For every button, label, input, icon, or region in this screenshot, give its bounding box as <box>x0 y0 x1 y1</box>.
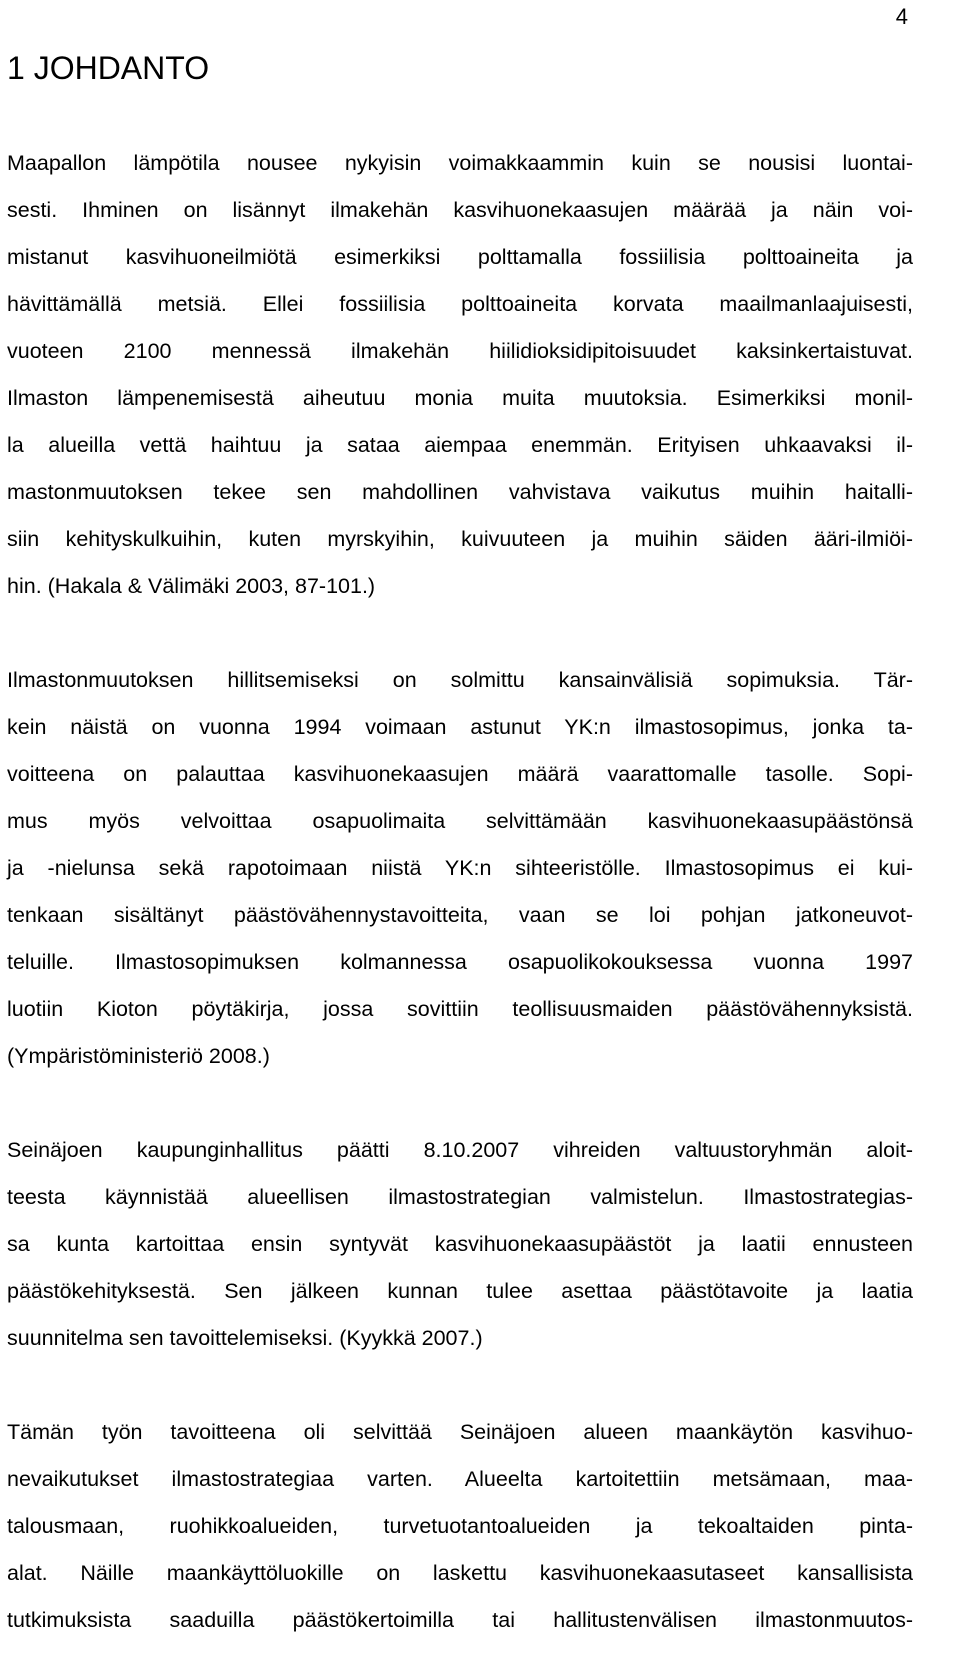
page-number: 4 <box>895 4 908 29</box>
text-line: Seinäjoen kaupunginhallitus päätti 8.10.2007 vihreiden valtuustoryhmän aloit- <box>7 1138 913 1162</box>
text-line: Tämän työn tavoitteena oli selvittää Seinäjoen alueen maankäytön kasvihuo- <box>7 1420 913 1444</box>
text-line: teesta käynnistää alueellisen ilmastostrategian valmistelun. Ilmastostrategias- <box>7 1185 913 1209</box>
text-line: hin. (Hakala & Välimäki 2003, 87-101.) <box>7 574 376 598</box>
text-line: talousmaan, ruohikkoalueiden, turvetuotantoalueiden ja tekoaltaiden pinta- <box>7 1514 913 1538</box>
text-line: tenkaan sisältänyt päästövähennystavoitteita, vaan se loi pohjan jatkoneuvot- <box>7 903 913 927</box>
text-line: sa kunta kartoittaa ensin syntyvät kasvihuonekaasupäästöt ja laatii ennusteen <box>7 1232 913 1256</box>
paragraph-objective <box>7 1409 913 1644</box>
text-line: tutkimuksista saaduilla päästökertoimilla tai hallitustenvälisen ilmastonmuutos- <box>7 1608 913 1632</box>
text-line: luotiin Kioton pöytäkirja, jossa sovittiin teollisuusmaiden päästövähennyksistä. <box>7 997 913 1021</box>
text-line: ja -nielunsa sekä rapotoimaan niistä YK:n sihteeristölle. Ilmastosopimus ei kui- <box>7 856 913 880</box>
text-line: alat. Näille maankäyttöluokille on laskettu kasvihuonekaasutaseet kansallisista <box>7 1561 913 1585</box>
text-line: kein näistä on vuonna 1994 voimaan astunut YK:n ilmastosopimus, jonka ta- <box>7 715 913 739</box>
chapter-title: 1 JOHDANTO <box>7 50 210 86</box>
text-line: hävittämällä metsiä. Ellei fossiilisia polttoaineita korvata maailmanlaajuisesti, <box>7 292 913 316</box>
text-line: siin kehityskulkuihin, kuten myrskyihin, kuivuuteen ja muihin säiden ääri-ilmiöi- <box>7 527 913 551</box>
text-line: suunnitelma sen tavoittelemiseksi. (Kyykkä 2007.) <box>7 1326 483 1350</box>
paragraph-agreements <box>7 657 913 1080</box>
text-line: Maapallon lämpötila nousee nykyisin voimakkaammin kuin se nousisi luontai- <box>7 151 913 175</box>
text-line: la alueilla vettä haihtuu ja sataa aiempaa enemmän. Erityisen uhkaavaksi il- <box>7 433 913 457</box>
text-line: mus myös velvoittaa osapuolimaita selvittämään kasvihuonekaasupäästönsä <box>7 809 913 833</box>
text-line: vuoteen 2100 mennessä ilmakehän hiilidioksidipitoisuudet kaksinkertaistuvat. <box>7 339 913 363</box>
text-line: mistanut kasvihuoneilmiötä esimerkiksi polttamalla fossiilisia polttoaineita ja <box>7 245 913 269</box>
text-line: voitteena on palauttaa kasvihuonekaasujen määrä vaarattomalle tasolle. Sopi- <box>7 762 913 786</box>
document-body <box>7 48 913 1644</box>
text-line: Ilmaston lämpenemisestä aiheutuu monia muita muutoksia. Esimerkiksi monil- <box>7 386 913 410</box>
text-line: päästökehityksestä. Sen jälkeen kunnan tulee asettaa päästötavoite ja laatia <box>7 1279 913 1303</box>
text-line: sesti. Ihminen on lisännyt ilmakehän kasvihuonekaasujen määrää ja näin voi- <box>7 198 913 222</box>
text-line: teluille. Ilmastosopimuksen kolmannessa osapuolikokouksessa vuonna 1997 <box>7 950 913 974</box>
text-line: Ilmastonmuutoksen hillitsemiseksi on solmittu kansainvälisiä sopimuksia. Tär- <box>7 668 913 692</box>
text-line: (Ympäristöministeriö 2008.) <box>7 1044 270 1068</box>
paragraph-seinajoki <box>7 1127 913 1362</box>
text-line: mastonmuutoksen tekee sen mahdollinen vahvistava vaikutus muihin haitalli- <box>7 480 913 504</box>
paragraph-intro <box>7 140 913 610</box>
text-line: nevaikutukset ilmastostrategiaa varten. Alueelta kartoitettiin metsämaan, maa- <box>7 1467 913 1491</box>
